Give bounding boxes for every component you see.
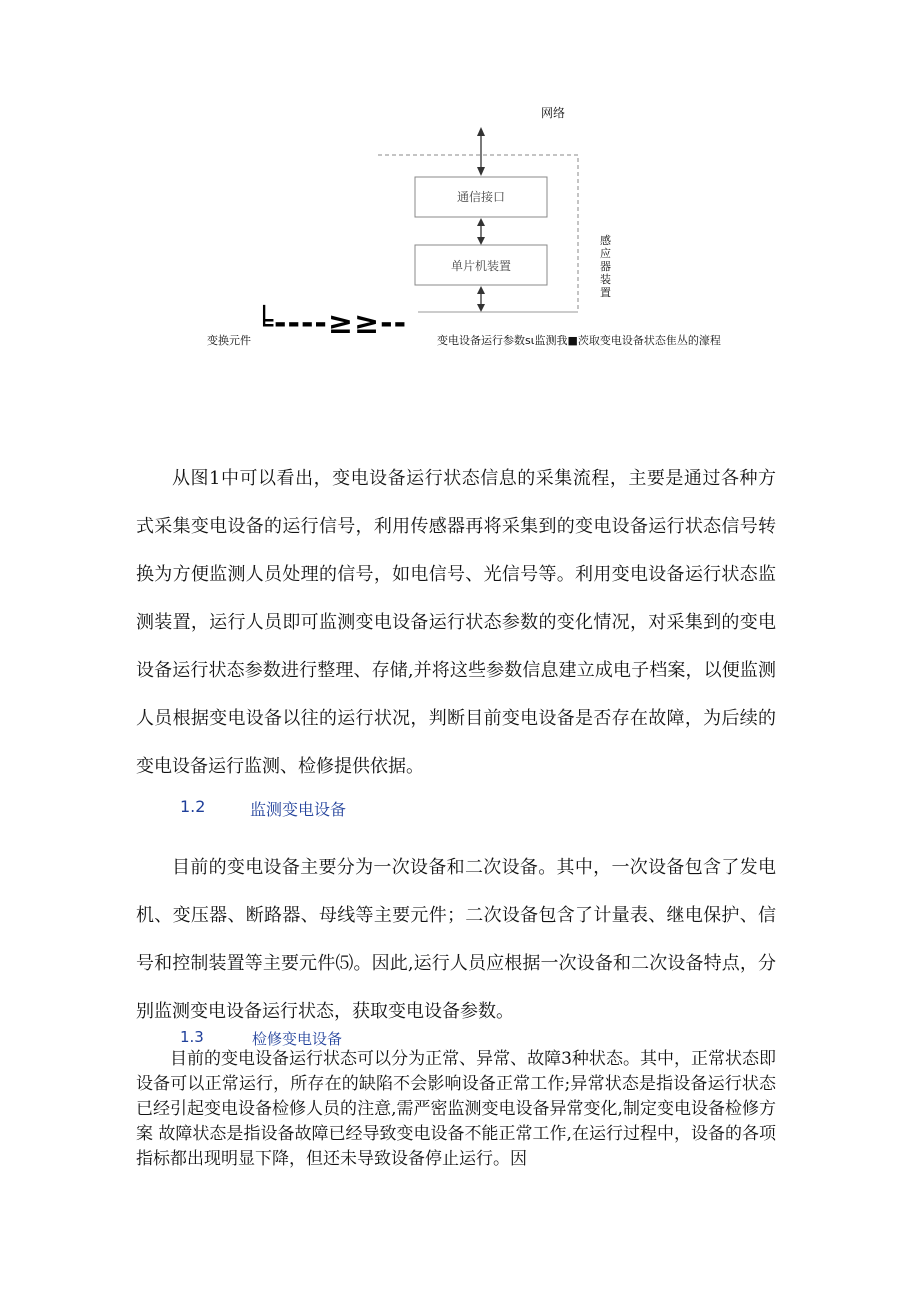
paragraph-3: 目前的变电设备运行状态可以分为正常、异常、故障3种状态。其中，正常状态即设备可以正常运行，所存在的缺陷不会影响设备正常工作;异常状态是指设备运行状态已经引起变电设备检修人员的注意,需严密监测变电设备异常变化,制定变电设备检修方案 故障状态是指设备故障已经导致变电设备不能正常工作,在运行过程中，设备的各项指标都出现明显下降，但还未导致设备停止运行。因: [136, 1049, 776, 1169]
comm-interface-label: 通信接口: [456, 190, 505, 204]
section-number: 1.3: [180, 1028, 204, 1046]
dash-glyphs: ╘----≥≥--: [255, 306, 408, 341]
figure-caption: 变电设备运行参数sι监测我■茨取变电设备状态隹丛的濠程: [437, 334, 721, 347]
sensor-device-label: 感应器装置: [600, 234, 611, 299]
flow-diagram: [0, 0, 920, 420]
conversion-element-label: 变换元件: [207, 334, 251, 347]
arrow-mcu-bottom: [477, 286, 485, 312]
diagram-graphics: [0, 0, 920, 420]
mcu-label: 单片机装置: [450, 259, 511, 273]
arrow-network-comm: [477, 127, 485, 176]
paragraph-2: 目前的变电设备主要分为一次设备和二次设备。其中，一次设备包含了发电机、变压器、断路器、母线等主要元件；二次设备包含了计量表、继电保护、信号和控制装置等主要元件⑸。因此,运行人员应根据一次设备和二次设备特点，分别监测变电设备运行状态，获取变电设备参数。: [136, 857, 776, 1022]
section-number: 1.2: [180, 797, 206, 816]
section-title: 监测变电设备: [250, 800, 347, 819]
paragraph-1: 从图1中可以看出，变电设备运行状态信息的采集流程，主要是通过各种方式采集变电设备的运行信号，利用传感器再将采集到的变电设备运行状态信号转换为方便监测人员处理的信号，如电信号、光信号等。利用变电设备运行状态监测装置，运行人员即可监测变电设备运行状态参数的变化情况，对采集到的变电设备运行状态参数进行整理、存储,并将这些参数信息建立成电子档案，以便监测人员根据变电设备以往的运行状况，判断目前变电设备是否存在故障，为后续的变电设备运行监测、检修提供依据。: [136, 468, 776, 777]
network-label: 网络: [541, 106, 566, 120]
arrow-comm-mcu: [477, 218, 485, 245]
section-title: 检修变电设备: [252, 1030, 343, 1048]
